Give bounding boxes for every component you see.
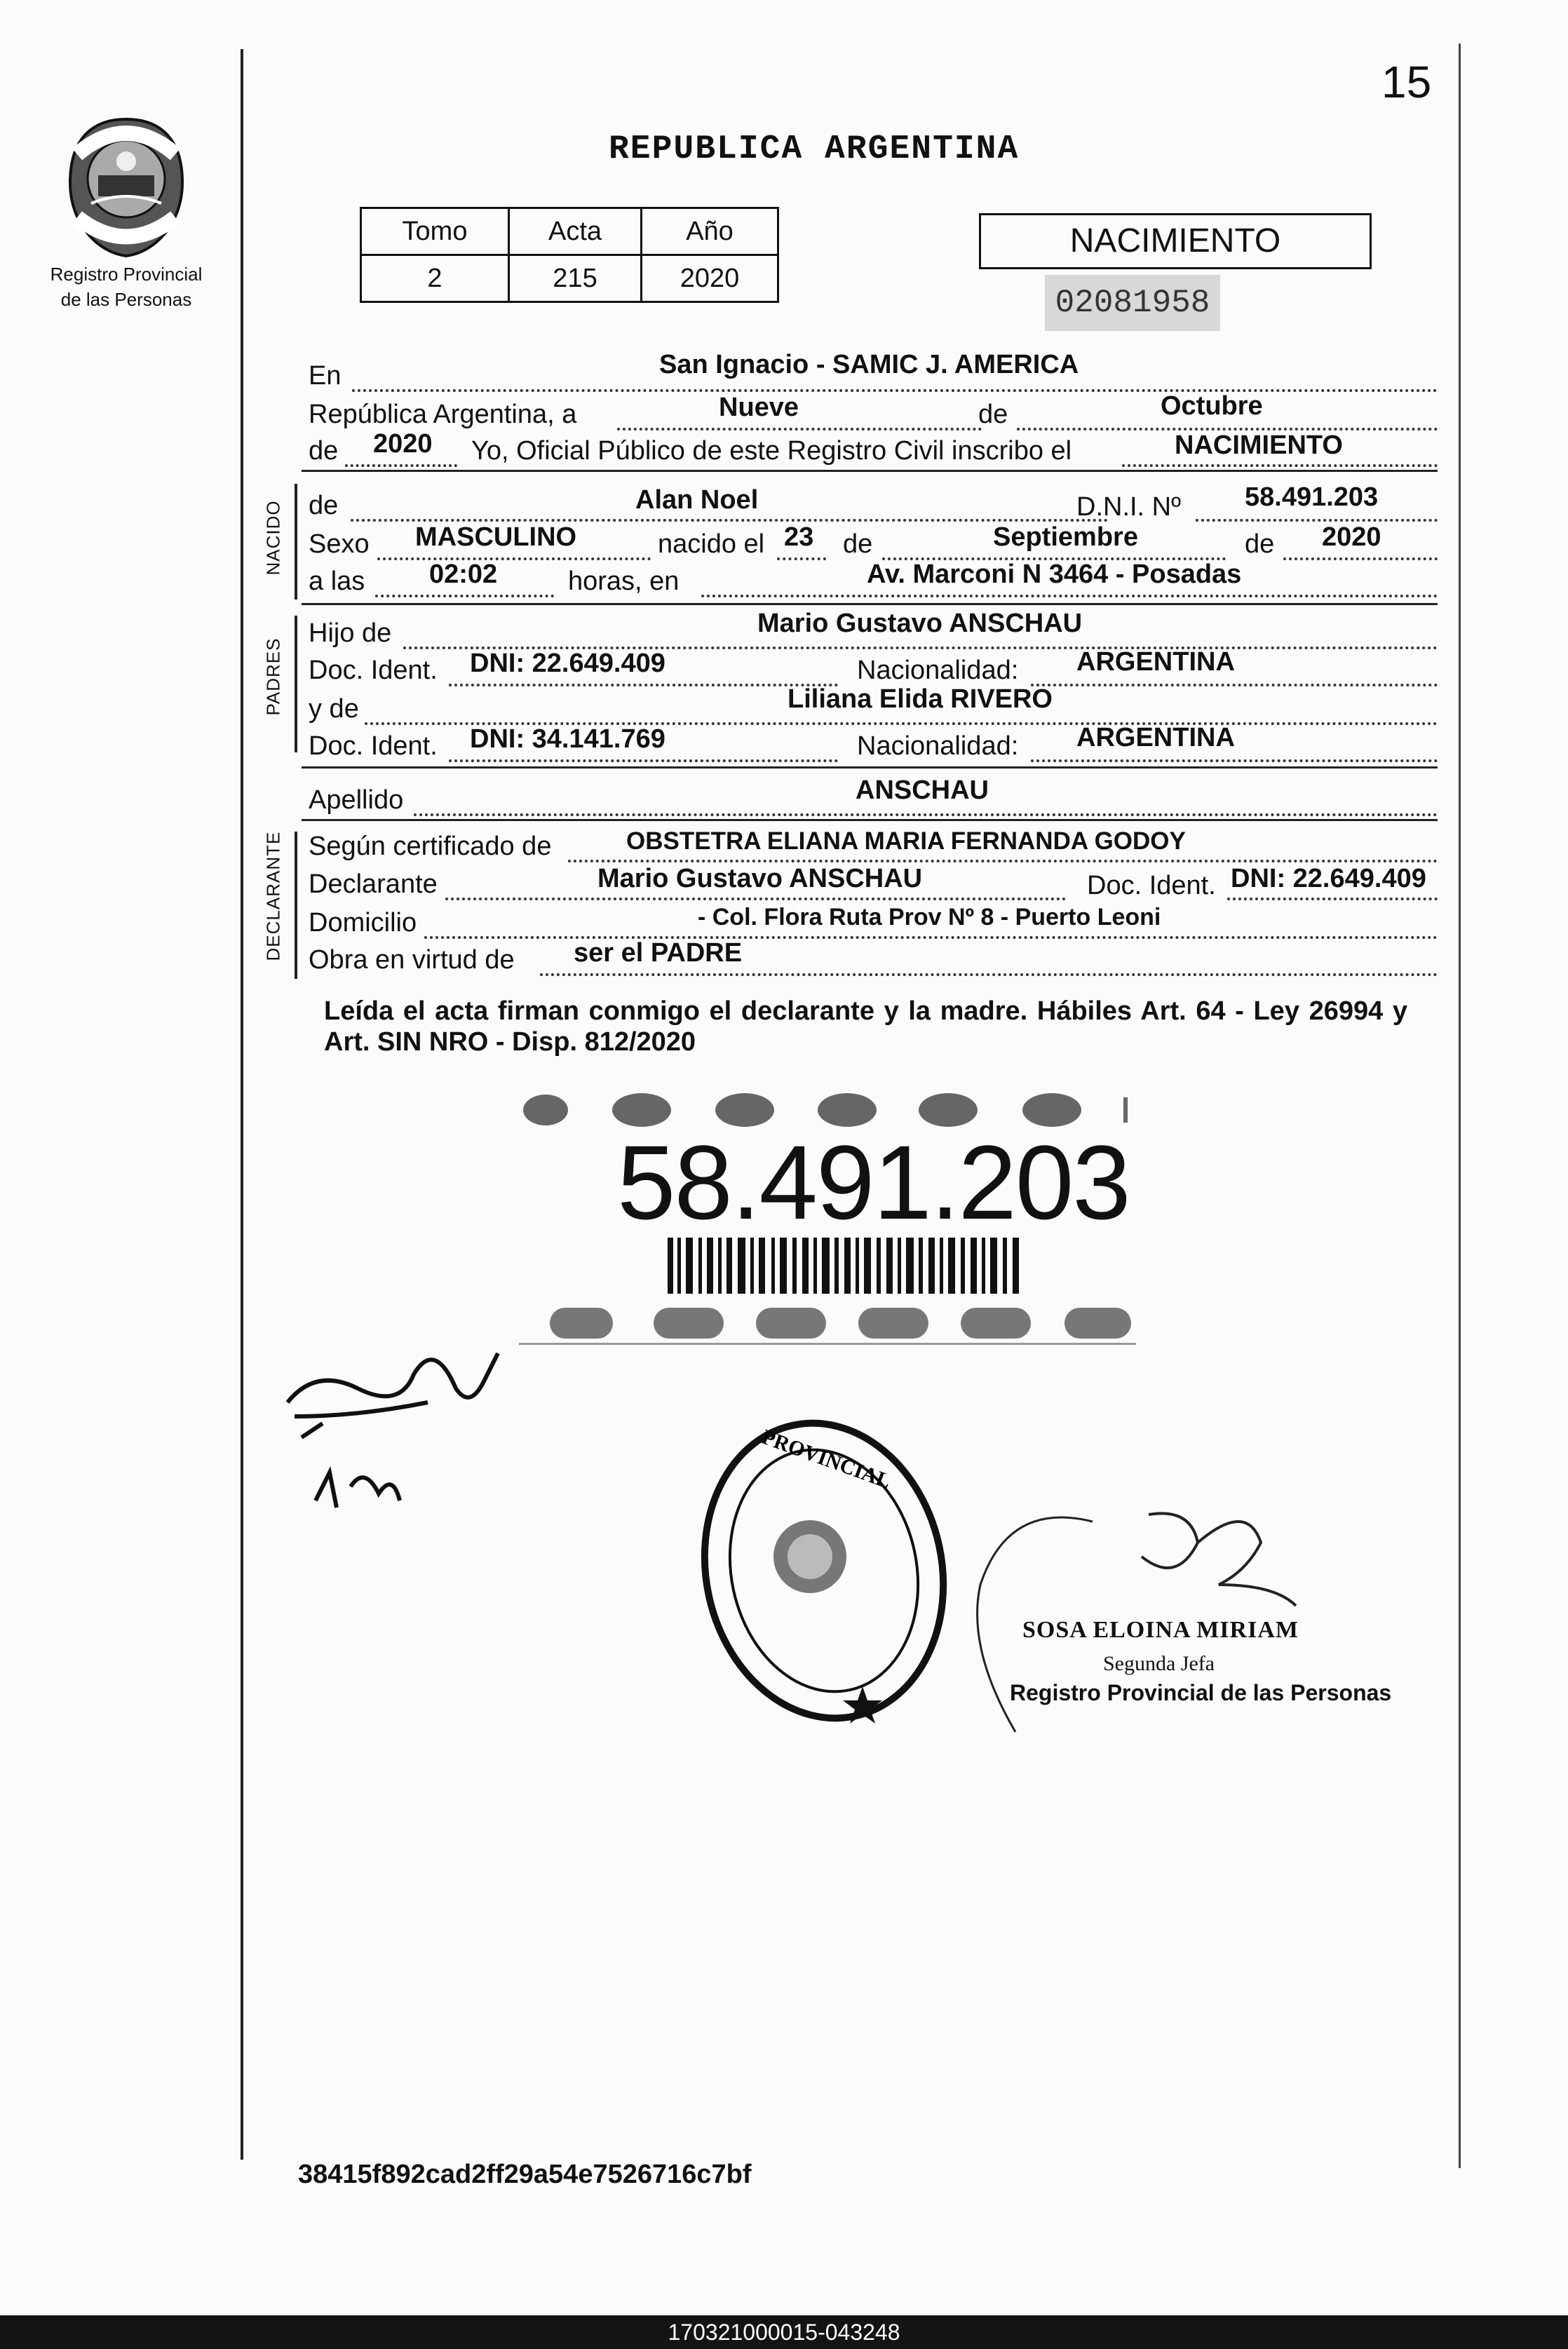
nacido-section-label: NACIDO	[262, 500, 284, 576]
divider	[302, 766, 1438, 769]
hijo-label: Hijo de	[309, 618, 392, 648]
nac-label: Nacionalidad:	[857, 656, 1019, 685]
declarante-bar	[295, 832, 297, 979]
dotted-line	[1227, 898, 1438, 900]
act-value: NACIMIENTO	[1175, 431, 1343, 460]
horas-label: horas, en	[568, 567, 680, 596]
declarant-doc: DNI: 22.649.409	[1231, 864, 1426, 893]
birth-year: 2020	[1322, 522, 1381, 552]
mother-nationality: ARGENTINA	[1076, 723, 1235, 752]
footer-id-bar: 170321000015-043248	[0, 2315, 1568, 2349]
dotted-line	[1031, 684, 1438, 686]
birth-month: Septiembre	[993, 522, 1138, 552]
declarante-line-4	[309, 938, 1438, 982]
registry-logo	[42, 112, 210, 310]
sexo-label: Sexo	[309, 529, 370, 559]
header-anio: Año	[642, 208, 778, 255]
official-role: Segunda Jefa	[1103, 1652, 1215, 1675]
dotted-line	[617, 428, 982, 431]
dotted-line	[540, 973, 1438, 976]
declarante-line-2	[309, 864, 1438, 906]
record-table	[360, 207, 779, 303]
serial-number: 02081958	[1045, 275, 1220, 331]
dotted-line	[445, 898, 1066, 900]
left-margin-line	[241, 49, 243, 2160]
en-label: En	[309, 361, 342, 391]
padres-bar	[295, 616, 297, 752]
domicile-value: - Col. Flora Ruta Prov Nº 8 - Puerto Leoni	[698, 904, 1161, 930]
dotted-line	[568, 860, 1438, 862]
intro-line-3	[309, 429, 1438, 473]
day-value: Nueve	[719, 393, 799, 422]
logo-caption-line2: de las Personas	[60, 289, 192, 310]
nacido-line-3	[309, 560, 1438, 603]
dotted-line	[375, 595, 554, 597]
birth-day: 23	[784, 522, 814, 552]
dom-label: Domicilio	[309, 908, 417, 937]
apellido-line	[309, 776, 1438, 822]
header-tomo: Tomo	[361, 208, 509, 255]
month-value: Octubre	[1161, 391, 1263, 421]
header-acta: Acta	[509, 208, 642, 255]
mother-doc: DNI: 34.141.769	[470, 724, 665, 754]
coat-of-arms-icon	[56, 112, 196, 259]
divider	[302, 819, 1438, 821]
child-dni: 58.491.203	[1245, 482, 1379, 512]
intro-line-1	[309, 350, 1438, 398]
year-value: 2020	[373, 429, 433, 459]
value-tomo: 2	[361, 255, 509, 302]
child-name: Alan Noel	[635, 485, 759, 515]
padres-section-label: PADRES	[262, 637, 284, 716]
dotted-line	[414, 813, 1438, 816]
sex-value: MASCULINO	[415, 522, 577, 552]
obra-label: Obra en virtud de	[309, 945, 515, 975]
dni-sticker-number: 58.491.203	[617, 1123, 1130, 1241]
dotted-line	[351, 519, 1108, 522]
alas-label: a las	[309, 567, 365, 596]
page-number: 15	[1381, 57, 1432, 107]
de-label: de	[843, 529, 873, 559]
divider	[302, 603, 1438, 605]
page-title: REPUBLICA ARGENTINA	[609, 130, 1020, 168]
apellido-value: ANSCHAU	[856, 776, 989, 805]
dotted-line	[352, 389, 1438, 392]
father-name: Mario Gustavo ANSCHAU	[757, 609, 1083, 638]
declarante-line-1	[309, 827, 1438, 868]
apellido-label: Apellido	[309, 785, 404, 815]
dotted-line	[1122, 464, 1438, 467]
de-label: de	[309, 491, 339, 520]
padres-line-4	[309, 723, 1438, 768]
divider	[302, 470, 1438, 472]
delegation-stamp	[694, 1409, 954, 1732]
dotted-line	[449, 759, 838, 762]
official-office: Registro Provincial de las Personas	[1010, 1680, 1392, 1705]
de-label: de	[1245, 529, 1275, 559]
father-doc: DNI: 22.649.409	[470, 649, 665, 678]
declarante-section-label: DECLARANTE	[262, 831, 284, 961]
cert-value: OBSTETRA ELIANA MARIA FERNANDA GODOY	[626, 827, 1186, 855]
decl-label: Declarante	[309, 869, 438, 899]
birth-address: Av. Marconi N 3464 - Posadas	[867, 560, 1242, 589]
dotted-line	[377, 557, 651, 560]
doc-label: Doc. Ident.	[1087, 871, 1216, 900]
doc-label: Doc. Ident.	[309, 656, 438, 685]
place-value: San Ignacio - SAMIC J. AMERICA	[659, 350, 1079, 379]
nacido-bar	[295, 484, 297, 600]
birth-time: 02:02	[429, 560, 498, 589]
logo-caption-line1: Registro Provincial	[50, 264, 203, 285]
declarant-signature	[273, 1297, 526, 1550]
dotted-line	[1196, 519, 1438, 522]
dni-label: D.N.I. Nº	[1076, 492, 1181, 522]
dotted-line	[777, 557, 826, 560]
right-margin-line	[1459, 43, 1461, 2168]
nac-label: Nacionalidad:	[857, 731, 1019, 761]
nacido-label: nacido el	[658, 529, 765, 559]
mother-name: Liliana Elida RIVERO	[788, 684, 1053, 714]
dotted-line	[449, 684, 838, 686]
de2-label: de	[309, 436, 339, 466]
declarante-line-3	[309, 904, 1438, 945]
yo-text: Yo, Oficial Público de este Registro Civil inscribo el	[471, 436, 1072, 466]
value-anio: 2020	[642, 255, 778, 302]
father-nationality: ARGENTINA	[1076, 647, 1235, 677]
official-name: SOSA ELOINA MIRIAM	[1022, 1617, 1299, 1643]
dotted-line	[1283, 557, 1438, 560]
yde-label: y de	[309, 694, 359, 724]
de-label: de	[978, 400, 1008, 429]
declarant-name: Mario Gustavo ANSCHAU	[597, 864, 923, 893]
republica-label: República Argentina, a	[309, 400, 577, 429]
cert-label: Según certificado de	[309, 832, 552, 861]
svg-text:PROVINCIAL: PROVINCIAL	[758, 1425, 894, 1494]
dotted-line	[1031, 759, 1438, 762]
dotted-line	[345, 464, 457, 467]
doc-label: Doc. Ident.	[309, 731, 438, 761]
legal-text: Leída el acta firman conmigo el declarante y la madre. Hábiles Art. 64 - Ley 26994 y Art. SIN NRO - Disp. 812/2020	[324, 996, 1407, 1057]
dotted-line	[701, 595, 1438, 597]
obra-value: ser el PADRE	[574, 938, 743, 968]
document-hash: 38415f892cad2ff29a54e7526716c7bf	[298, 2160, 752, 2189]
record-type-box: NACIMIENTO	[979, 213, 1372, 269]
value-acta: 215	[509, 255, 642, 302]
